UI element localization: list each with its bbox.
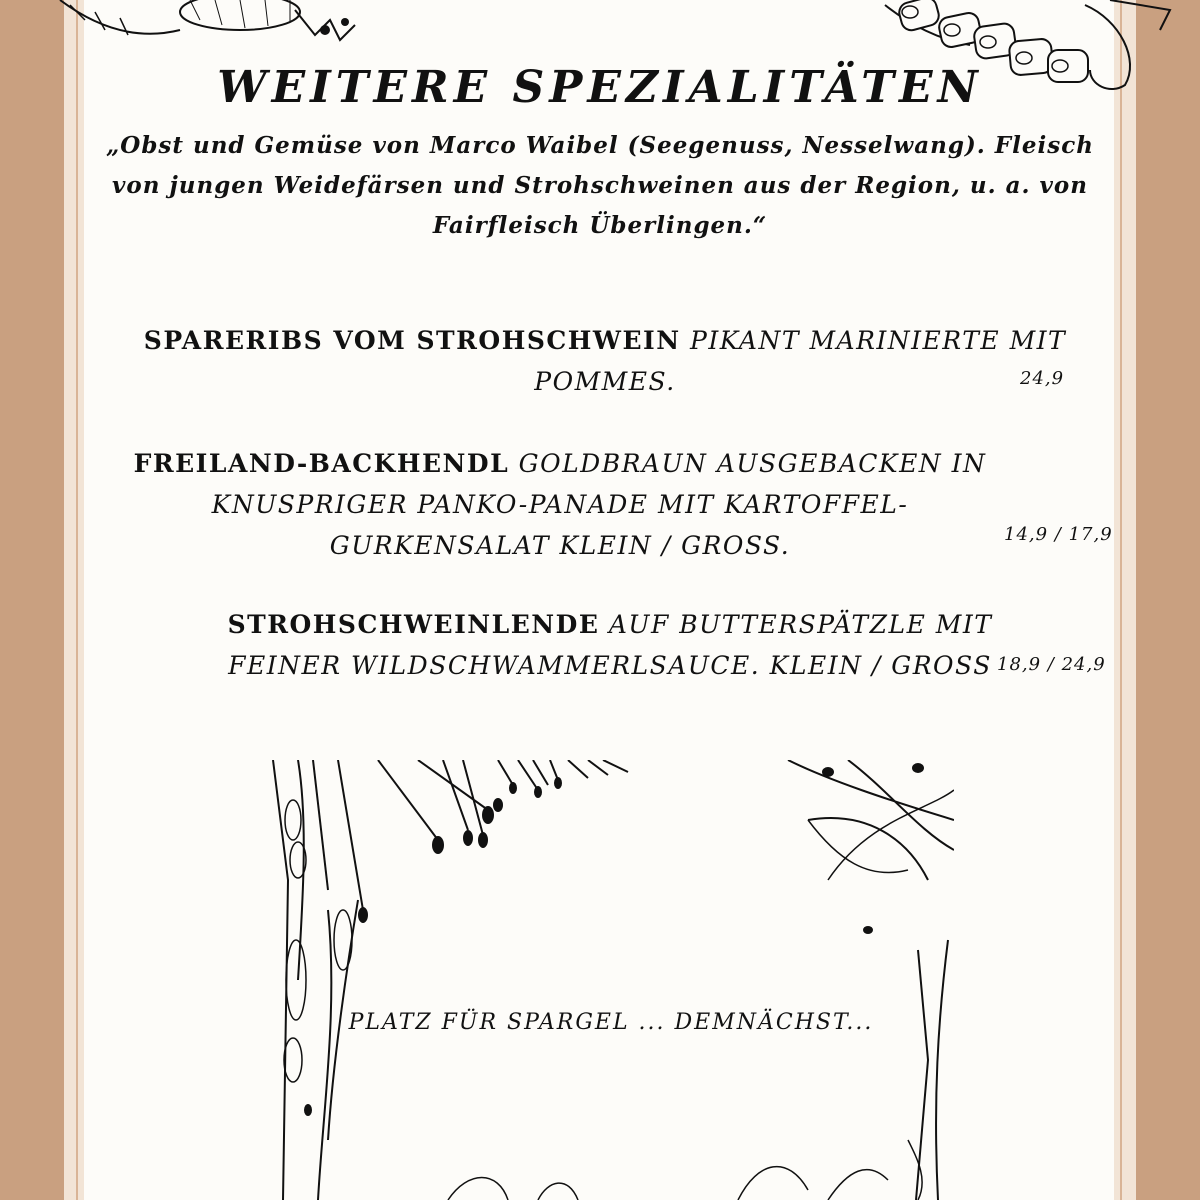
menu-item-spareribs [130,320,1080,402]
item-name: STROHSCHWEINLENDE [227,610,600,639]
menu-item-strohschweinlende [180,604,1040,686]
placeholder-text: PLATZ FÜR SPARGEL ... DEMNÄCHST... [348,1010,874,1035]
item-description: GOLDBRAUN AUSGEBACKEN IN KNUSPRIGER PANKO-PANADE MIT KARTOFFEL-GURKENSALAT KLEIN / GROSS. [211,449,987,560]
item-description: AUF BUTTERSPÄTZLE MIT FEINER WILDSCHWAMMERLSAUCE. KLEIN / GROSS [228,610,993,680]
item-price: 18,9 / 24,9 [997,654,1106,675]
page-title: WEITERE SPEZIALITÄTEN [217,62,983,113]
item-description: PIKANT MARINIERTE MIT POMMES. [534,326,1067,396]
item-price: 14,9 / 17,9 [1004,524,1113,545]
menu-item-backhendl [110,443,1010,566]
herbs-illustration-icon [40,0,370,50]
intro-text: „Obst und Gemüse von Marco Waibel (Seegenuss, Nesselwang). Fleisch von jungen Weidefärsen und Strohschweinen aus der Region, u. a. von Fairfleisch Überlingen.“ [106,132,1094,239]
item-name: SPARERIBS VOM STROHSCHWEIN [143,326,681,355]
asparagus-frame-illustration-icon [268,760,954,1200]
item-name: FREILAND-BACKHENDL [133,449,510,478]
item-price: 24,9 [1020,368,1065,389]
